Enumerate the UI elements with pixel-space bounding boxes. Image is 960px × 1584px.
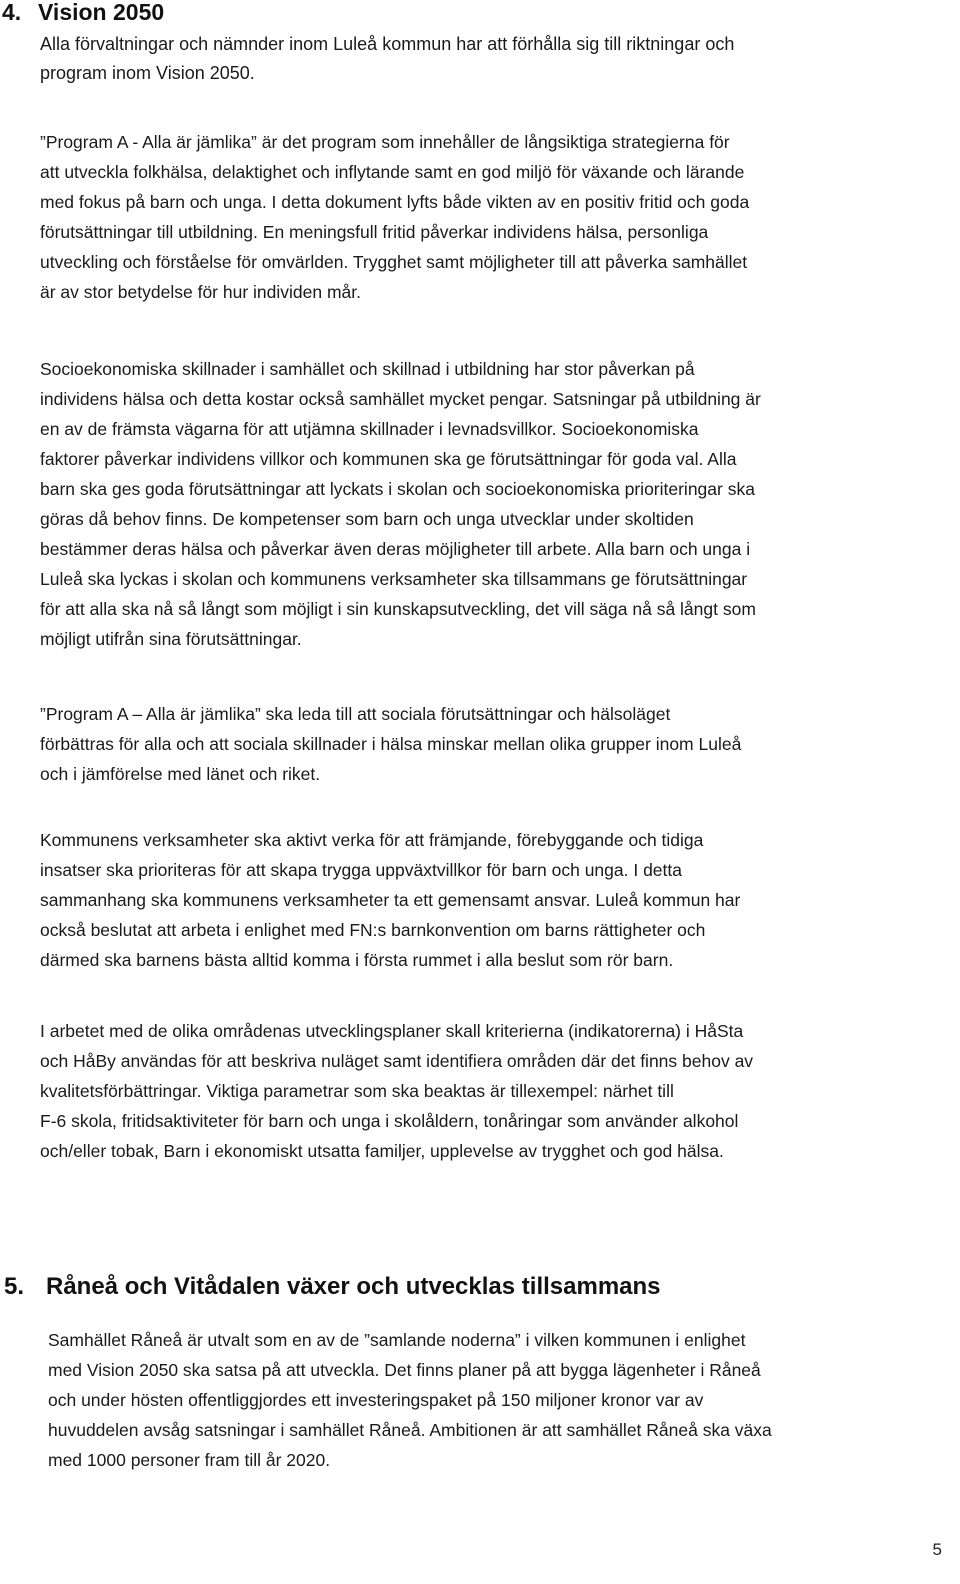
text-line: utveckling och förståelse för omvärlden. Trygghet samt möjligheter till att påverka samhället	[40, 252, 748, 272]
text-line: och/eller tobak, Barn i ekonomiskt utsatta familjer, upplevelse av trygghet och god hälsa.	[40, 1141, 724, 1161]
text-line: att utveckla folkhälsa, delaktighet och inflytande samt en god miljö för växande och lärande	[40, 162, 745, 182]
text-line: I arbetet med de olika områdenas utvecklingsplaner skall kriterierna (indikatorerna) i HåSta	[40, 1021, 744, 1041]
text-line: med 1000 personer fram till år 2020.	[48, 1450, 331, 1470]
section-5-title: Råneå och Vitådalen växer och utvecklas tillsammans	[46, 1273, 661, 1300]
text-line: Luleå ska lyckas i skolan och kommunens verksamheter ska tillsammans ge förutsättningar	[40, 569, 748, 589]
text-line: Alla förvaltningar och nämnder inom Luleå kommun har att förhålla sig till riktningar och	[40, 34, 735, 54]
text-line: Samhället Råneå är utvalt som en av de ”samlande noderna” i vilken kommunen i enlighet	[48, 1330, 746, 1350]
text-line: program inom Vision 2050.	[40, 63, 255, 83]
section-4-heading	[2, 0, 164, 26]
text-line: kvalitetsförbättringar. Viktiga parametrar som ska beaktas är tillexempel: närhet till	[40, 1081, 674, 1101]
section-4-title: Vision 2050	[38, 0, 165, 25]
text-line: förbättras för alla och att sociala skillnader i hälsa minskar mellan olika grupper inom Luleå	[40, 734, 742, 754]
text-line: Socioekonomiska skillnader i samhället och skillnad i utbildning har stor påverkan på	[40, 359, 695, 379]
text-line: med Vision 2050 ska satsa på att utveckla. Det finns planer på att bygga lägenheter i Råneå	[48, 1360, 761, 1380]
text-line: barn ska ges goda förutsättningar att lyckats i skolan och socioekonomiska prioriteringar ska	[40, 479, 755, 499]
text-line: bestämmer deras hälsa och påverkar även deras möjligheter till arbete. Alla barn och unga i	[40, 539, 751, 559]
paragraph-development-plans	[40, 1016, 960, 1166]
text-line: och under hösten offentliggjordes ett investeringspaket på 150 miljoner kronor var av	[48, 1390, 704, 1410]
paragraph-ranea	[48, 1325, 958, 1475]
text-line: Kommunens verksamheter ska aktivt verka för att främjande, förebyggande och tidiga	[40, 830, 704, 850]
section-4-intro	[40, 30, 960, 88]
paragraph-program-a	[40, 127, 960, 307]
text-line: för att alla ska nå så långt som möjligt i sin kunskapsutveckling, det vill säga nå så långt som	[40, 599, 756, 619]
text-line: är av stor betydelse för hur individen mår.	[40, 282, 361, 302]
section-5-number: 5.	[4, 1273, 25, 1300]
text-line: möjligt utifrån sina förutsättningar.	[40, 629, 302, 649]
text-line: sammanhang ska kommunens verksamheter ta ett gemensamt ansvar. Luleå kommun har	[40, 890, 741, 910]
text-line: huvuddelen avsåg satsningar i samhället Råneå. Ambitionen är att samhället Råneå ska växa	[48, 1420, 772, 1440]
section-5-heading	[4, 1272, 661, 1302]
text-line: göras då behov finns. De kompetenser som barn och unga utvecklar under skoltiden	[40, 509, 694, 529]
text-line: också beslutat att arbeta i enlighet med FN:s barnkonvention om barns rättigheter och	[40, 920, 706, 940]
text-line: en av de främsta vägarna för att utjämna skillnader i levnadsvillkor. Socioekonomiska	[40, 419, 699, 439]
text-line: F-6 skola, fritidsaktiviteter för barn och unga i skolåldern, tonåringar som använder alkohol	[40, 1111, 739, 1131]
text-line: faktorer påverkar individens villkor och kommunen ska ge förutsättningar för goda val. Alla	[40, 449, 737, 469]
text-line: med fokus på barn och unga. I detta dokument lyfts både vikten av en positiv fritid och goda	[40, 192, 750, 212]
text-line: därmed ska barnens bästa alltid komma i första rummet i alla beslut som rör barn.	[40, 950, 674, 970]
paragraph-program-a-goal	[40, 699, 960, 789]
paragraph-socioeconomic	[40, 354, 960, 654]
text-line: och HåBy användas för att beskriva nuläget samt identifiera områden där det finns behov av	[40, 1051, 754, 1071]
text-line: ”Program A – Alla är jämlika” ska leda till att sociala förutsättningar och hälsoläget	[40, 704, 671, 724]
text-line: och i jämförelse med länet och riket.	[40, 764, 321, 784]
paragraph-municipal-services	[40, 825, 960, 975]
text-line: insatser ska prioriteras för att skapa trygga uppväxtvillkor för barn och unga. I detta	[40, 860, 682, 880]
text-line: individens hälsa och detta kostar också samhället mycket pengar. Satsningar på utbildning är	[40, 389, 761, 409]
text-line: ”Program A - Alla är jämlika” är det program som innehåller de långsiktiga strategierna för	[40, 132, 730, 152]
section-4-number: 4.	[2, 0, 22, 25]
page-number: 5	[932, 1540, 942, 1559]
text-line: förutsättningar till utbildning. En meningsfull fritid påverkar individens hälsa, personliga	[40, 222, 709, 242]
